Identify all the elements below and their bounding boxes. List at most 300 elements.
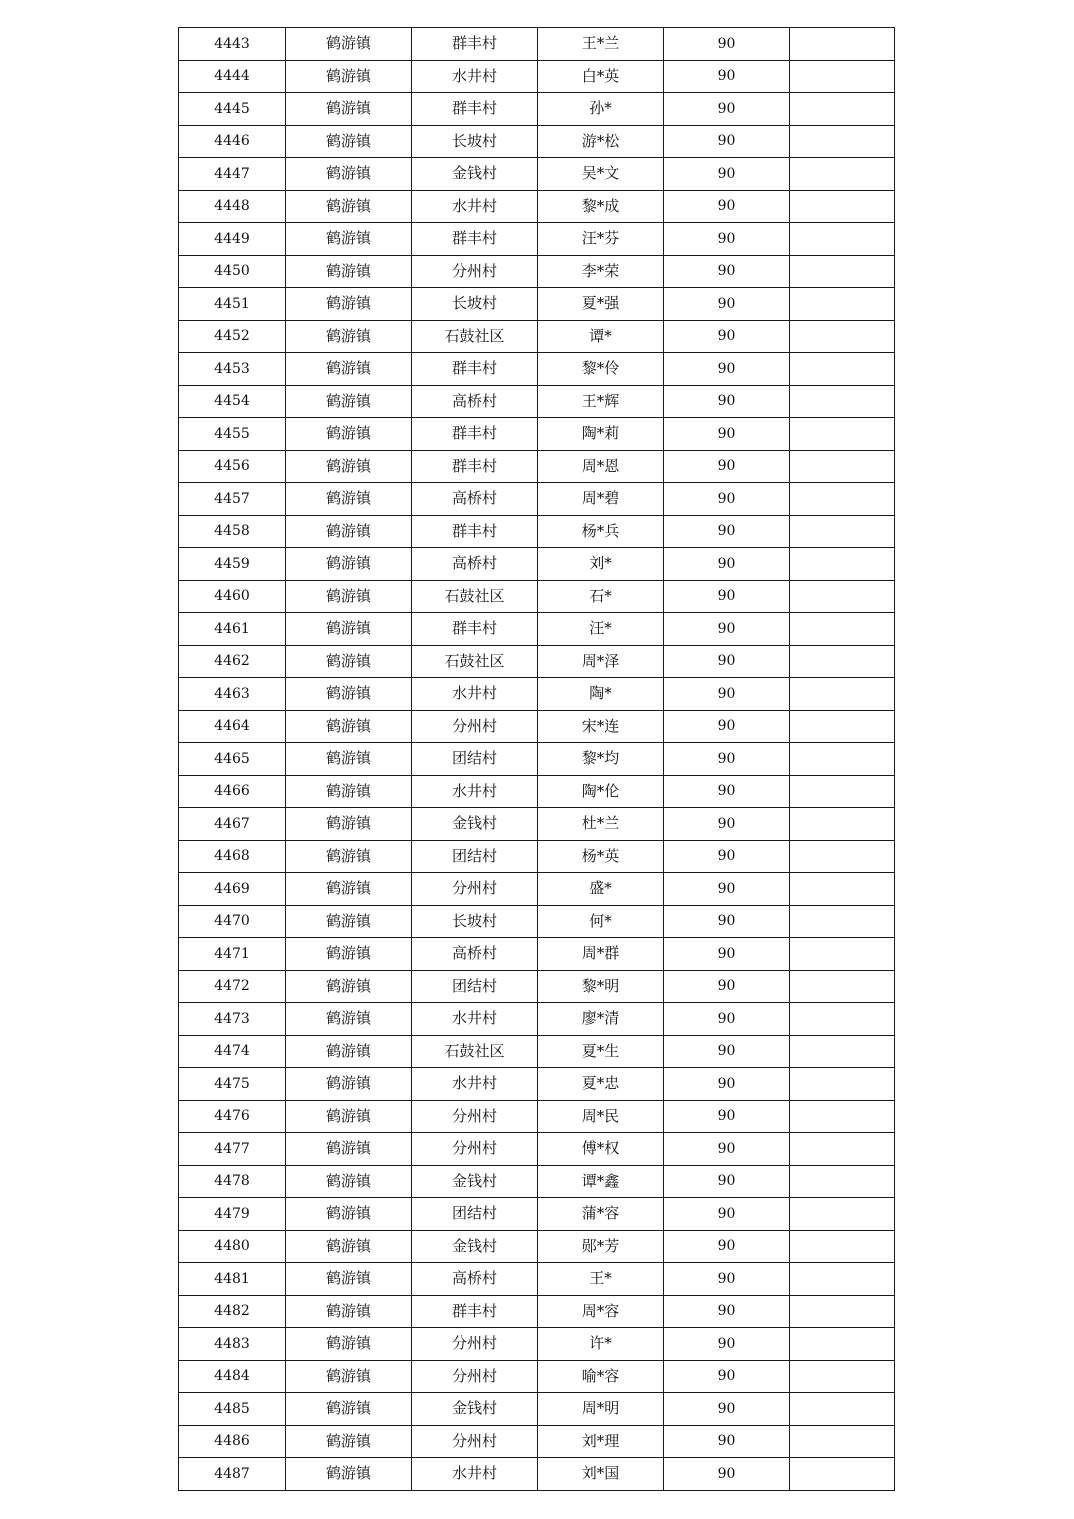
serial-number-cell: 4463 — [179, 678, 286, 711]
name-cell: 杨*兵 — [538, 515, 664, 548]
village-cell: 群丰村 — [412, 93, 538, 126]
table-row — [179, 613, 895, 646]
table-row — [179, 320, 895, 353]
remark-cell — [790, 125, 895, 158]
table-row — [179, 255, 895, 288]
village-cell: 水井村 — [412, 775, 538, 808]
table-row — [179, 190, 895, 223]
table-row — [179, 223, 895, 256]
table-row — [179, 1295, 895, 1328]
serial-number-cell: 4476 — [179, 1100, 286, 1133]
amount-cell: 90 — [664, 548, 790, 581]
name-cell: 傅*权 — [538, 1133, 664, 1166]
amount-cell: 90 — [664, 320, 790, 353]
amount-cell: 90 — [664, 1198, 790, 1231]
village-cell: 高桥村 — [412, 385, 538, 418]
name-cell: 黎*成 — [538, 190, 664, 223]
serial-number-cell: 4461 — [179, 613, 286, 646]
town-cell: 鹤游镇 — [286, 93, 412, 126]
town-cell: 鹤游镇 — [286, 515, 412, 548]
name-cell: 孙* — [538, 93, 664, 126]
amount-cell: 90 — [664, 1133, 790, 1166]
town-cell: 鹤游镇 — [286, 1328, 412, 1361]
remark-cell — [790, 1133, 895, 1166]
name-cell: 刘* — [538, 548, 664, 581]
town-cell: 鹤游镇 — [286, 1295, 412, 1328]
village-cell: 群丰村 — [412, 613, 538, 646]
remark-cell — [790, 1100, 895, 1133]
amount-cell: 90 — [664, 158, 790, 191]
remark-cell — [790, 840, 895, 873]
table-row — [179, 1165, 895, 1198]
town-cell: 鹤游镇 — [286, 418, 412, 451]
town-cell: 鹤游镇 — [286, 288, 412, 321]
town-cell: 鹤游镇 — [286, 1035, 412, 1068]
serial-number-cell: 4479 — [179, 1198, 286, 1231]
amount-cell: 90 — [664, 710, 790, 743]
table-row — [179, 840, 895, 873]
town-cell: 鹤游镇 — [286, 450, 412, 483]
remark-cell — [790, 1458, 895, 1491]
village-cell: 水井村 — [412, 678, 538, 711]
village-cell: 石鼓社区 — [412, 645, 538, 678]
serial-number-cell: 4470 — [179, 905, 286, 938]
name-cell: 石* — [538, 580, 664, 613]
table-row — [179, 710, 895, 743]
name-cell: 何* — [538, 905, 664, 938]
name-cell: 盛* — [538, 873, 664, 906]
table-row — [179, 548, 895, 581]
table-body — [179, 28, 895, 1491]
amount-cell: 90 — [664, 450, 790, 483]
amount-cell: 90 — [664, 515, 790, 548]
remark-cell — [790, 483, 895, 516]
village-cell: 高桥村 — [412, 548, 538, 581]
remark-cell — [790, 223, 895, 256]
table-row — [179, 1068, 895, 1101]
village-cell: 分州村 — [412, 255, 538, 288]
town-cell: 鹤游镇 — [286, 1360, 412, 1393]
table-row — [179, 1100, 895, 1133]
town-cell: 鹤游镇 — [286, 873, 412, 906]
table-row — [179, 645, 895, 678]
village-cell: 金钱村 — [412, 1165, 538, 1198]
serial-number-cell: 4445 — [179, 93, 286, 126]
remark-cell — [790, 905, 895, 938]
table-row — [179, 1328, 895, 1361]
amount-cell: 90 — [664, 223, 790, 256]
serial-number-cell: 4447 — [179, 158, 286, 191]
amount-cell: 90 — [664, 255, 790, 288]
village-cell: 石鼓社区 — [412, 580, 538, 613]
name-cell: 夏*忠 — [538, 1068, 664, 1101]
amount-cell: 90 — [664, 483, 790, 516]
name-cell: 周*碧 — [538, 483, 664, 516]
serial-number-cell: 4486 — [179, 1425, 286, 1458]
name-cell: 李*荣 — [538, 255, 664, 288]
village-cell: 金钱村 — [412, 1230, 538, 1263]
amount-cell: 90 — [664, 840, 790, 873]
amount-cell: 90 — [664, 1003, 790, 1036]
town-cell: 鹤游镇 — [286, 1458, 412, 1491]
remark-cell — [790, 873, 895, 906]
village-cell: 分州村 — [412, 1100, 538, 1133]
name-cell: 汪*芬 — [538, 223, 664, 256]
serial-number-cell: 4464 — [179, 710, 286, 743]
serial-number-cell: 4449 — [179, 223, 286, 256]
table-row — [179, 905, 895, 938]
village-cell: 金钱村 — [412, 808, 538, 841]
name-cell: 汪* — [538, 613, 664, 646]
village-cell: 分州村 — [412, 1425, 538, 1458]
name-cell: 陶* — [538, 678, 664, 711]
village-cell: 石鼓社区 — [412, 1035, 538, 1068]
amount-cell: 90 — [664, 1230, 790, 1263]
remark-cell — [790, 1393, 895, 1426]
serial-number-cell: 4465 — [179, 743, 286, 776]
town-cell: 鹤游镇 — [286, 125, 412, 158]
name-cell: 杨*英 — [538, 840, 664, 873]
serial-number-cell: 4475 — [179, 1068, 286, 1101]
serial-number-cell: 4454 — [179, 385, 286, 418]
name-cell: 谭*鑫 — [538, 1165, 664, 1198]
amount-cell: 90 — [664, 808, 790, 841]
serial-number-cell: 4481 — [179, 1263, 286, 1296]
serial-number-cell: 4451 — [179, 288, 286, 321]
serial-number-cell: 4485 — [179, 1393, 286, 1426]
remark-cell — [790, 158, 895, 191]
table-row — [179, 775, 895, 808]
village-cell: 高桥村 — [412, 1263, 538, 1296]
serial-number-cell: 4453 — [179, 353, 286, 386]
town-cell: 鹤游镇 — [286, 548, 412, 581]
village-cell: 分州村 — [412, 1360, 538, 1393]
serial-number-cell: 4455 — [179, 418, 286, 451]
name-cell: 夏*强 — [538, 288, 664, 321]
table-row — [179, 873, 895, 906]
amount-cell: 90 — [664, 1100, 790, 1133]
remark-cell — [790, 1230, 895, 1263]
name-cell: 周*恩 — [538, 450, 664, 483]
table-row — [179, 418, 895, 451]
remark-cell — [790, 548, 895, 581]
town-cell: 鹤游镇 — [286, 1198, 412, 1231]
town-cell: 鹤游镇 — [286, 158, 412, 191]
amount-cell: 90 — [664, 580, 790, 613]
table-row — [179, 938, 895, 971]
remark-cell — [790, 418, 895, 451]
town-cell: 鹤游镇 — [286, 1263, 412, 1296]
table-row — [179, 385, 895, 418]
town-cell: 鹤游镇 — [286, 190, 412, 223]
amount-cell: 90 — [664, 353, 790, 386]
remark-cell — [790, 645, 895, 678]
village-cell: 长坡村 — [412, 125, 538, 158]
table-row — [179, 1035, 895, 1068]
remark-cell — [790, 1263, 895, 1296]
amount-cell: 90 — [664, 288, 790, 321]
village-cell: 长坡村 — [412, 905, 538, 938]
serial-number-cell: 4448 — [179, 190, 286, 223]
serial-number-cell: 4444 — [179, 60, 286, 93]
village-cell: 高桥村 — [412, 483, 538, 516]
town-cell: 鹤游镇 — [286, 1393, 412, 1426]
village-cell: 群丰村 — [412, 515, 538, 548]
serial-number-cell: 4443 — [179, 28, 286, 61]
serial-number-cell: 4484 — [179, 1360, 286, 1393]
data-table — [178, 27, 895, 1491]
town-cell: 鹤游镇 — [286, 970, 412, 1003]
remark-cell — [790, 743, 895, 776]
remark-cell — [790, 450, 895, 483]
village-cell: 分州村 — [412, 1328, 538, 1361]
town-cell: 鹤游镇 — [286, 60, 412, 93]
village-cell: 水井村 — [412, 1068, 538, 1101]
remark-cell — [790, 255, 895, 288]
name-cell: 廖*清 — [538, 1003, 664, 1036]
amount-cell: 90 — [664, 418, 790, 451]
name-cell: 蒲*容 — [538, 1198, 664, 1231]
name-cell: 王*辉 — [538, 385, 664, 418]
remark-cell — [790, 28, 895, 61]
name-cell: 许* — [538, 1328, 664, 1361]
serial-number-cell: 4473 — [179, 1003, 286, 1036]
remark-cell — [790, 1035, 895, 1068]
serial-number-cell: 4459 — [179, 548, 286, 581]
name-cell: 谭* — [538, 320, 664, 353]
village-cell: 水井村 — [412, 1003, 538, 1036]
amount-cell: 90 — [664, 1393, 790, 1426]
remark-cell — [790, 970, 895, 1003]
remark-cell — [790, 190, 895, 223]
remark-cell — [790, 60, 895, 93]
table-row — [179, 1458, 895, 1491]
serial-number-cell: 4471 — [179, 938, 286, 971]
amount-cell: 90 — [664, 125, 790, 158]
serial-number-cell: 4474 — [179, 1035, 286, 1068]
town-cell: 鹤游镇 — [286, 710, 412, 743]
town-cell: 鹤游镇 — [286, 223, 412, 256]
remark-cell — [790, 320, 895, 353]
village-cell: 水井村 — [412, 60, 538, 93]
village-cell: 水井村 — [412, 190, 538, 223]
table-row — [179, 1393, 895, 1426]
table-row — [179, 288, 895, 321]
serial-number-cell: 4482 — [179, 1295, 286, 1328]
amount-cell: 90 — [664, 1263, 790, 1296]
amount-cell: 90 — [664, 1165, 790, 1198]
town-cell: 鹤游镇 — [286, 1003, 412, 1036]
table-row — [179, 1003, 895, 1036]
name-cell: 郧*芳 — [538, 1230, 664, 1263]
town-cell: 鹤游镇 — [286, 1425, 412, 1458]
name-cell: 杜*兰 — [538, 808, 664, 841]
table-row — [179, 808, 895, 841]
remark-cell — [790, 385, 895, 418]
serial-number-cell: 4452 — [179, 320, 286, 353]
remark-cell — [790, 613, 895, 646]
serial-number-cell: 4468 — [179, 840, 286, 873]
table-row — [179, 1360, 895, 1393]
serial-number-cell: 4469 — [179, 873, 286, 906]
table-row — [179, 1198, 895, 1231]
village-cell: 群丰村 — [412, 223, 538, 256]
village-cell: 水井村 — [412, 1458, 538, 1491]
table-row — [179, 515, 895, 548]
amount-cell: 90 — [664, 613, 790, 646]
name-cell: 刘*国 — [538, 1458, 664, 1491]
amount-cell: 90 — [664, 1295, 790, 1328]
table-row — [179, 28, 895, 61]
amount-cell: 90 — [664, 385, 790, 418]
remark-cell — [790, 1328, 895, 1361]
town-cell: 鹤游镇 — [286, 28, 412, 61]
village-cell: 金钱村 — [412, 158, 538, 191]
serial-number-cell: 4478 — [179, 1165, 286, 1198]
name-cell: 王* — [538, 1263, 664, 1296]
amount-cell: 90 — [664, 873, 790, 906]
table-row — [179, 483, 895, 516]
town-cell: 鹤游镇 — [286, 353, 412, 386]
remark-cell — [790, 1165, 895, 1198]
village-cell: 群丰村 — [412, 450, 538, 483]
serial-number-cell: 4487 — [179, 1458, 286, 1491]
serial-number-cell: 4446 — [179, 125, 286, 158]
amount-cell: 90 — [664, 190, 790, 223]
remark-cell — [790, 1003, 895, 1036]
remark-cell — [790, 938, 895, 971]
village-cell: 金钱村 — [412, 1393, 538, 1426]
table-row — [179, 1133, 895, 1166]
town-cell: 鹤游镇 — [286, 905, 412, 938]
name-cell: 陶*莉 — [538, 418, 664, 451]
town-cell: 鹤游镇 — [286, 743, 412, 776]
remark-cell — [790, 1295, 895, 1328]
name-cell: 刘*理 — [538, 1425, 664, 1458]
town-cell: 鹤游镇 — [286, 255, 412, 288]
name-cell: 白*英 — [538, 60, 664, 93]
name-cell: 黎*伶 — [538, 353, 664, 386]
serial-number-cell: 4483 — [179, 1328, 286, 1361]
town-cell: 鹤游镇 — [286, 1133, 412, 1166]
amount-cell: 90 — [664, 775, 790, 808]
name-cell: 陶*伦 — [538, 775, 664, 808]
amount-cell: 90 — [664, 1328, 790, 1361]
serial-number-cell: 4472 — [179, 970, 286, 1003]
name-cell: 黎*明 — [538, 970, 664, 1003]
remark-cell — [790, 1360, 895, 1393]
town-cell: 鹤游镇 — [286, 1230, 412, 1263]
name-cell: 周*泽 — [538, 645, 664, 678]
amount-cell: 90 — [664, 93, 790, 126]
name-cell: 黎*均 — [538, 743, 664, 776]
town-cell: 鹤游镇 — [286, 645, 412, 678]
table-row — [179, 678, 895, 711]
serial-number-cell: 4457 — [179, 483, 286, 516]
table-row — [179, 125, 895, 158]
village-cell: 分州村 — [412, 873, 538, 906]
village-cell: 群丰村 — [412, 28, 538, 61]
table-row — [179, 580, 895, 613]
amount-cell: 90 — [664, 28, 790, 61]
remark-cell — [790, 353, 895, 386]
town-cell: 鹤游镇 — [286, 678, 412, 711]
amount-cell: 90 — [664, 938, 790, 971]
town-cell: 鹤游镇 — [286, 385, 412, 418]
serial-number-cell: 4480 — [179, 1230, 286, 1263]
name-cell: 游*松 — [538, 125, 664, 158]
name-cell: 周*明 — [538, 1393, 664, 1426]
town-cell: 鹤游镇 — [286, 1165, 412, 1198]
table-row — [179, 1263, 895, 1296]
name-cell: 夏*生 — [538, 1035, 664, 1068]
town-cell: 鹤游镇 — [286, 320, 412, 353]
name-cell: 王*兰 — [538, 28, 664, 61]
village-cell: 分州村 — [412, 710, 538, 743]
amount-cell: 90 — [664, 970, 790, 1003]
name-cell: 宋*连 — [538, 710, 664, 743]
amount-cell: 90 — [664, 1425, 790, 1458]
town-cell: 鹤游镇 — [286, 840, 412, 873]
village-cell: 石鼓社区 — [412, 320, 538, 353]
amount-cell: 90 — [664, 1458, 790, 1491]
amount-cell: 90 — [664, 743, 790, 776]
remark-cell — [790, 678, 895, 711]
remark-cell — [790, 1068, 895, 1101]
amount-cell: 90 — [664, 1068, 790, 1101]
name-cell: 周*群 — [538, 938, 664, 971]
village-cell: 分州村 — [412, 1133, 538, 1166]
amount-cell: 90 — [664, 905, 790, 938]
remark-cell — [790, 580, 895, 613]
town-cell: 鹤游镇 — [286, 1068, 412, 1101]
town-cell: 鹤游镇 — [286, 808, 412, 841]
name-cell: 周*容 — [538, 1295, 664, 1328]
town-cell: 鹤游镇 — [286, 613, 412, 646]
town-cell: 鹤游镇 — [286, 775, 412, 808]
village-cell: 团结村 — [412, 970, 538, 1003]
table-row — [179, 1230, 895, 1263]
table-row — [179, 1425, 895, 1458]
remark-cell — [790, 775, 895, 808]
town-cell: 鹤游镇 — [286, 580, 412, 613]
village-cell: 团结村 — [412, 743, 538, 776]
amount-cell: 90 — [664, 60, 790, 93]
remark-cell — [790, 1198, 895, 1231]
table-row — [179, 970, 895, 1003]
amount-cell: 90 — [664, 1035, 790, 1068]
serial-number-cell: 4466 — [179, 775, 286, 808]
serial-number-cell: 4462 — [179, 645, 286, 678]
village-cell: 团结村 — [412, 1198, 538, 1231]
town-cell: 鹤游镇 — [286, 938, 412, 971]
name-cell: 周*民 — [538, 1100, 664, 1133]
serial-number-cell: 4450 — [179, 255, 286, 288]
table-row — [179, 450, 895, 483]
serial-number-cell: 4467 — [179, 808, 286, 841]
remark-cell — [790, 710, 895, 743]
remark-cell — [790, 1425, 895, 1458]
table-row — [179, 158, 895, 191]
table-row — [179, 743, 895, 776]
remark-cell — [790, 288, 895, 321]
village-cell: 群丰村 — [412, 353, 538, 386]
table-row — [179, 93, 895, 126]
town-cell: 鹤游镇 — [286, 483, 412, 516]
town-cell: 鹤游镇 — [286, 1100, 412, 1133]
amount-cell: 90 — [664, 1360, 790, 1393]
serial-number-cell: 4458 — [179, 515, 286, 548]
